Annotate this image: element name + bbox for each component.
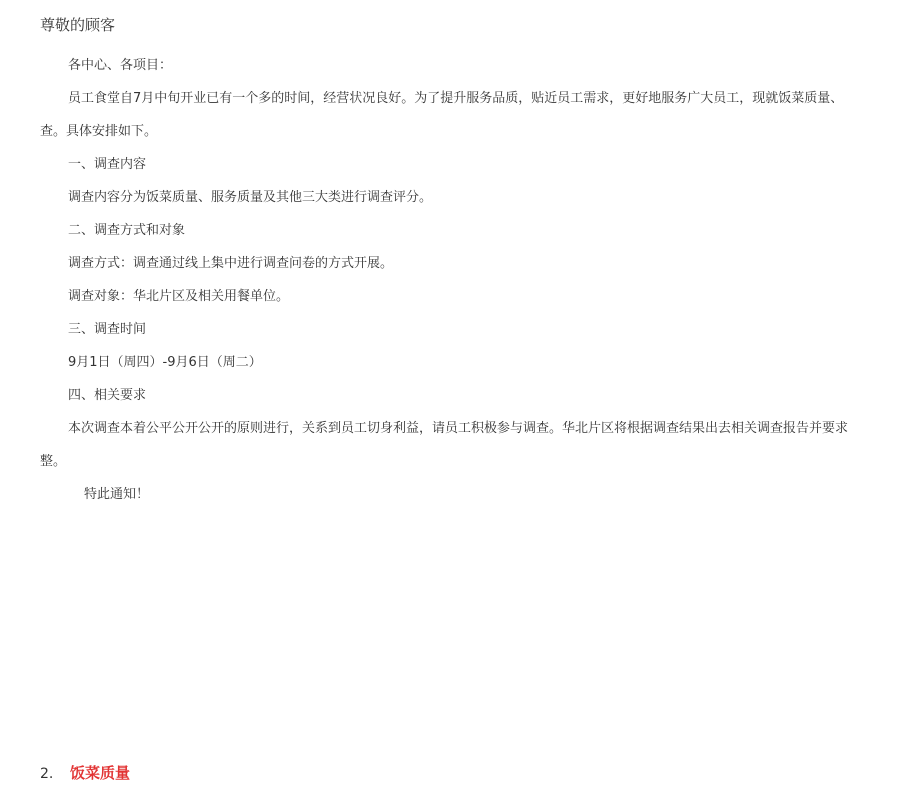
section-1-heading: 一、调查内容 [68, 157, 147, 172]
section-4-heading: 四、相关要求 [68, 388, 147, 403]
notice-intro-line-1: 员工食堂自7月中旬开业已有一个多的时间，经营状况良好。为了提升服务品质，贴近员工需求，更好地服务广大员工，现就饭菜质量、 [68, 91, 844, 106]
notice-salutation: 各中心、各项目： [68, 58, 173, 73]
question-section-number: 2. [40, 766, 54, 782]
section-3-heading: 三、调查时间 [68, 322, 147, 337]
section-2-method: 调查方式：调查通过线上集中进行调查问卷的方式开展。 [68, 256, 394, 271]
section-4-line-1: 本次调查本着公平公开公开的原则进行，关系到员工切身利益，请员工积极参与调查。华北片区将根据调查结果出去相关调查报告并要求 [68, 421, 849, 436]
section-1-text: 调查内容分为饭菜质量、服务质量及其他三大类进行调查评分。 [68, 190, 433, 205]
notice-closing: 特此通知！ [84, 487, 150, 502]
section-2-target: 调查对象：华北片区及相关用餐单位。 [68, 289, 290, 304]
section-3-text: 9月1日（周四）-9月6日（周二） [68, 355, 262, 370]
section-4-line-2: 整。 [40, 454, 67, 469]
notice-intro-line-2: 查。具体安排如下。 [40, 124, 158, 139]
question-section-header [40, 761, 130, 785]
question-section-title: 饭菜质量 [70, 764, 131, 782]
section-2-heading: 二、调查方式和对象 [68, 223, 186, 238]
page-greeting: 尊敬的顾客 [40, 16, 116, 34]
